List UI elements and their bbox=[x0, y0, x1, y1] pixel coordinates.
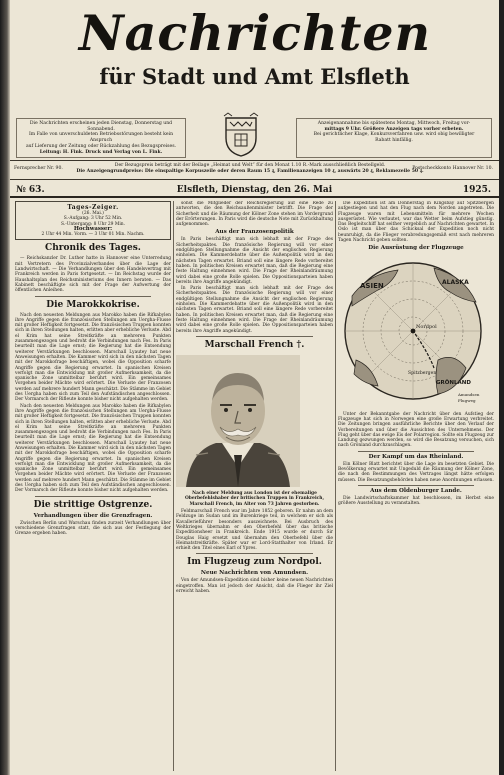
info-line: Bei gerichtlicher Klage, Konkursverfahren usw. wird obig bewilligter bbox=[313, 132, 475, 138]
info-line: Die Nachrichten erscheinen jeden Dienstag, Donnerstag und Sonnabend. bbox=[29, 121, 173, 132]
oldenburg-headline: Aus dem Oldenburger Lande. bbox=[370, 487, 462, 494]
map-label-spitsbergen: Spitzbergen bbox=[408, 371, 437, 377]
town-crest-icon bbox=[222, 112, 260, 158]
masthead-subtitle: für Stadt und Amt Elsfleth bbox=[99, 64, 410, 89]
ostgrenze-subheadline: Verhandlungen über die Grenzfragen. bbox=[33, 512, 153, 519]
arctic-map-icon bbox=[338, 256, 488, 406]
masthead bbox=[10, 0, 499, 120]
nordpol-subheadline: Neue Nachrichten von Amundsen. bbox=[200, 570, 309, 577]
tageszeiger-box bbox=[15, 201, 171, 240]
sunset: S.-Untergang: 8 Uhr 29 Min. bbox=[61, 221, 125, 227]
subscription-price: Der Bezugspreis beträgt mit der Beilage „Heimat und Welt“ für den Monat 1.10 R.-Mark ausschließlich Bestellgeld. bbox=[114, 163, 386, 168]
info-line: mittags 9 Uhr. Größere Anzeigen tags vorher erbeten. bbox=[324, 126, 464, 132]
chronik-headline: Chronik des Tages. bbox=[45, 243, 141, 254]
divider bbox=[35, 496, 151, 497]
divider bbox=[196, 336, 313, 337]
map-legend-title: Amundsen bbox=[458, 392, 480, 398]
divider bbox=[358, 451, 474, 452]
divider bbox=[358, 485, 474, 486]
ostgrenze-headline: Die strittige Ostgrenze. bbox=[33, 499, 153, 510]
issue-year: 1925. bbox=[462, 185, 491, 195]
nordpol-text: Von der Amundsen-Expedition sind bisher keine neuen Nachrichten eingetroffen. Man ist jedoch der Ansicht, daß die Flieger ihr Ziel erreicht haben. bbox=[176, 578, 333, 594]
info-line: auf Lieferung der Zeitung oder Rückzahlung des Bezugspreises. bbox=[25, 143, 177, 149]
map-label-greenland: GRÖNLAND bbox=[436, 380, 471, 387]
marokko-text: Nach den neuesten Meldungen aus Marokko haben die Rifkabylen ihre Angriffe gegen die französischen Stellungen am Uergha-Flusse mit großer Heftigkeit fortgesetzt. Die französischen Truppen konnten sich in ihren Stellungen halten, erlitten aber erhebliche Verluste. Abd el Krim hat seine Streitkräfte an mehreren Punkten zusammengezogen und bedroht die Verbindungen nach Fes. In Paris beurteilt man die Lage ernst; die Regierung hat die Entsendung weiterer Verstärkungen beschlossen. Marschall Lyautey hat neue Anweisungen erhalten. Die Kammer wird sich in den nächsten Tagen mit der Marokkofrage beschäftigen, wobei die Opposition scharfe Angriffe gegen die Regierung erwartet. In spanischen Kreisen verfolgt man die Entwicklung mit großer Aufmerksamkeit, da die spanische Zone unmittelbar berührt wird. Ein gemeinsames Vorgehen beider Mächte wird erörtert. Die Verluste der Franzosen werden auf mehrere hundert Mann geschätzt. Die Stämme im Gebiet des Uergha haben sich zum Teil den Aufständischen angeschlossen. Der Vormarsch der Rifleute konnte bisher nicht aufgehalten werden. bbox=[15, 312, 171, 403]
high-water-times: 2 Uhr 44 Min. Vorm. — 3 Uhr 01 Min. Nachm. bbox=[41, 232, 145, 238]
advertising-info-box bbox=[296, 118, 492, 158]
ostgrenze-text: Zwischen Berlin und Warschau finden zurzeit Verhandlungen über verschiedene Grenzfragen statt, die sich aus der Festlegung der Grenze ergeben haben. bbox=[15, 520, 171, 537]
phone-number: Fernsprecher Nr. 90. bbox=[14, 166, 63, 171]
info-line: Im Falle von unverschuldeten Betriebsstörungen besteht kein Anspruch bbox=[28, 132, 174, 144]
chronik-text: — Reichskanzler Dr. Luther hatte in Hannover eine Unterredung mit Vertretern des Provinzialverbandes über die Lage der Landwirtschaft. — Die Verhandlungen über den Handelsvertrag mit Frankreich werden in Paris fortgesetzt. — Im Reichstag wurde der Haushaltsplan des Reichsministeriums des Innern beraten. — Das Kabinett beschäftigte sich mit der Frage der Aufwertung der öffentlichen Anleihen. bbox=[15, 256, 171, 294]
column-rule bbox=[335, 201, 336, 771]
page-edge-shadow bbox=[499, 0, 504, 775]
map-legend-line: Flugweg bbox=[458, 398, 476, 404]
oldenburg-text: Die Landwirtschaftskammer hat beschlossen, im Herbst eine größere Ausstellung zu veranstalten. bbox=[338, 495, 494, 507]
high-water-label: Hochwasser: bbox=[73, 225, 113, 232]
newspaper-page bbox=[10, 0, 499, 775]
column-2 bbox=[176, 201, 333, 771]
price-info-line bbox=[10, 160, 499, 180]
lead-text: sonst die Mitglieder der Reichsregierung auf eine Rede zu antworten, die den Reichsaußenminister betrifft. Die Frage der Sicherheit und die Räumung der Kölner Zone stehen im Vordergrund der Erörterungen. In Paris wird die deutsche Note mit Zurückhaltung aufgenommen. bbox=[176, 201, 333, 228]
map-text: Unter der Bekanntgabe der Nachricht über den Aufstieg der Flugzeuge hat sich in Norwegen eine große Erwartung verbreitet. Die Zeitungen bringen ausführliche Berichte über den Verlauf der Vorbereitungen und über die Aussichten des Unternehmens. Der Flug geht über das ewige Eis der Polarregion. Sollte ein Flugzeug zur Landung gezwungen werden, so wird die Besatzung versuchen, sich nach Grönland durchzuschlagen. bbox=[338, 411, 494, 449]
masthead-title: Nachrichten bbox=[78, 4, 432, 62]
issue-date: Elsfleth, Dienstag, den 26. Mai bbox=[176, 185, 333, 195]
nordpol-headline: Im Flugzeug zum Nordpol. bbox=[187, 557, 322, 568]
column-1 bbox=[15, 201, 171, 771]
postal-account: Postscheckkonto Hannover Nr. 10. bbox=[412, 166, 493, 171]
map-headline: Die Ausrüstung der Flugzeuge bbox=[368, 245, 464, 252]
marokko-text-cont: Nach den neuesten Meldungen aus Marokko haben die Rifkabylen ihre Angriffe gegen die französischen Stellungen am Uergha-Flusse mit großer Heftigkeit fortgesetzt. Die französischen Truppen konnten sich in ihren Stellungen halten, erlitten aber erhebliche Verluste. Abd el Krim hat seine Streitkräfte an mehreren Punkten zusammengezogen und bedroht die Verbindungen nach Fes. In Paris beurteilt man die Lage ernst; die Regierung hat die Entsendung weiterer Verstärkungen beschlossen. Marschall Lyautey hat neue Anweisungen erhalten. Die Kammer wird sich in den nächsten Tagen mit der Marokkofrage beschäftigen, wobei die Opposition scharfe Angriffe gegen die Regierung erwartet. In spanischen Kreisen verfolgt man die Entwicklung mit großer Aufmerksamkeit, da die spanische Zone unmittelbar berührt wird. Ein gemeinsames Vorgehen beider Mächte wird erörtert. Die Verluste der Franzosen werden auf mehrere hundert Mann geschätzt. Die Stämme im Gebiet des Uergha haben sich zum Teil den Aufständischen angeschlossen. Der Vormarsch der Rifleute konnte bisher nicht aufgehalten werden. bbox=[15, 403, 171, 494]
divider bbox=[35, 296, 151, 297]
book-spine bbox=[0, 0, 10, 775]
rheinland-headline: Der Kampf um das Rheinland. bbox=[368, 453, 464, 460]
column-3 bbox=[338, 201, 494, 771]
dateline bbox=[10, 182, 499, 198]
tageszeiger-date: (26. Mai.) bbox=[82, 211, 104, 216]
frankreich-text: In Paris beschäftigt man sich lebhaft mit der Frage des Sicherheitspaktes. Die französische Regierung will vor einer endgültigen Stellungnahme die Ansicht der englischen Regierung einholen. Die Kammerdebatte über die Außenpolitik wird in den nächsten Tagen erwartet. Briand soll eine längere Rede vorbereitet haben. In politischen Kreisen erwartet man, daß die Regierung eine feste Haltung einnehmen wird. Die Frage der Rheinlandräumung wird dabei eine große Rolle spielen. Die Oppositionsparteien haben bereits ihre Angriffe angekündigt. bbox=[176, 237, 333, 285]
issue-number: № 63. bbox=[16, 185, 45, 195]
tageszeiger-title: Tages-Zeiger. bbox=[67, 204, 119, 211]
marokko-headline: Die Marokkokrise. bbox=[46, 299, 140, 310]
map-label-alaska: ALASKA bbox=[442, 279, 469, 287]
info-line: Anzeigenannahme bis spätestens Montag, Mittwoch, Freitag vor- bbox=[317, 121, 471, 126]
marshal-french-portrait-icon bbox=[176, 355, 300, 487]
frankreich-headline: Aus der Franzosenpolitik bbox=[215, 229, 294, 236]
french-headline: Marschall French †. bbox=[204, 339, 305, 350]
info-line: Rabatt hinfällig. bbox=[375, 138, 413, 144]
divider bbox=[196, 553, 313, 554]
rheinland-text: Ein Kölner Blatt berichtet über die Lage im besetzten Gebiet. Die Bevölkerung erwartet mit Ungeduld die Räumung der Kölner Zone, die nach den Bestimmungen des Vertrages längst hätte erfolgen müssen. Die Besatzungsbehörden haben neue Anordnungen erlassen. bbox=[338, 461, 494, 483]
info-line: Leitung: H. Fink. Druck und Verlag von L. Fink. bbox=[39, 149, 163, 155]
ad-prices: Die Anzeigengrundpreise: Die einspaltige Korpuszeile oder deren Raum 15 ₰, Familienanzeigen 10 ₰, auswärts 20 ₰, Reklamezeile 50 ₰. bbox=[76, 169, 424, 174]
french-text: Feldmarschall French war im Jahre 1852 geboren. Er nahm an dem Feldzuge im Sudan und im Burenkriege teil, in welchem er sich als Kavallerieführer besonders auszeichnete. Bei Ausbruch des Weltkrieges übernahm er den Oberbefehl über das britische Expeditionsheer in Frankreich. Ende 1915 wurde er durch Sir Douglas Haig ersetzt und übernahm den Oberbefehl über die Heimatstreitkräfte. Später war er Lord-Statthalter von Irland. Er erhielt den Titel eines Earl of Ypres. bbox=[176, 509, 333, 552]
price-details bbox=[60, 163, 440, 175]
french-caption: Nach einer Meldung aus London ist der ehemalige Oberbefehlshaber der britischen Truppen in Frankreich, Marschall French, im Alter von 73 Jahren gestorben. bbox=[184, 491, 325, 507]
sunrise: S.-Aufgang: 3 Uhr 52 Min. bbox=[63, 216, 123, 222]
frankreich-text-cont: In Paris beschäftigt man sich lebhaft mit der Frage des Sicherheitspaktes. Die französische Regierung will vor einer endgültigen Stellungnahme die Ansicht der englischen Regierung einholen. Die Kammerdebatte über die Außenpolitik wird in den nächsten Tagen erwartet. Briand soll eine längere Rede vorbereitet haben. In politischen Kreisen erwartet man, daß die Regierung eine feste Haltung einnehmen wird. Die Frage der Rheinlandräumung wird dabei eine große Rolle spielen. Die Oppositionsparteien haben bereits ihre Angriffe angekündigt. bbox=[176, 286, 333, 334]
publication-info-box bbox=[16, 118, 186, 158]
map-label-asia: ASIEN bbox=[360, 282, 384, 291]
map-label-pole: Nordpol bbox=[416, 324, 437, 331]
lead-text: Die Expedition ist am Donnerstag in Kingsbay auf Spitzbergen aufgestiegen und hat den Flug nach dem Norden angetreten. Die Flugzeuge waren mit Lebensmitteln für mehrere Wochen ausgerüstet. Wie verlautet, war das Wetter beim Aufstieg günstig. Das Begleitschiff hat seither vergeblich auf Nachrichten gewartet. In Oslo ist man über das Schicksal der Expedition noch nicht beunruhigt, da die Flieger verabredungsgemäß erst nach mehreren Tagen Nachricht geben sollten. bbox=[338, 201, 494, 244]
column-rule bbox=[173, 201, 174, 771]
